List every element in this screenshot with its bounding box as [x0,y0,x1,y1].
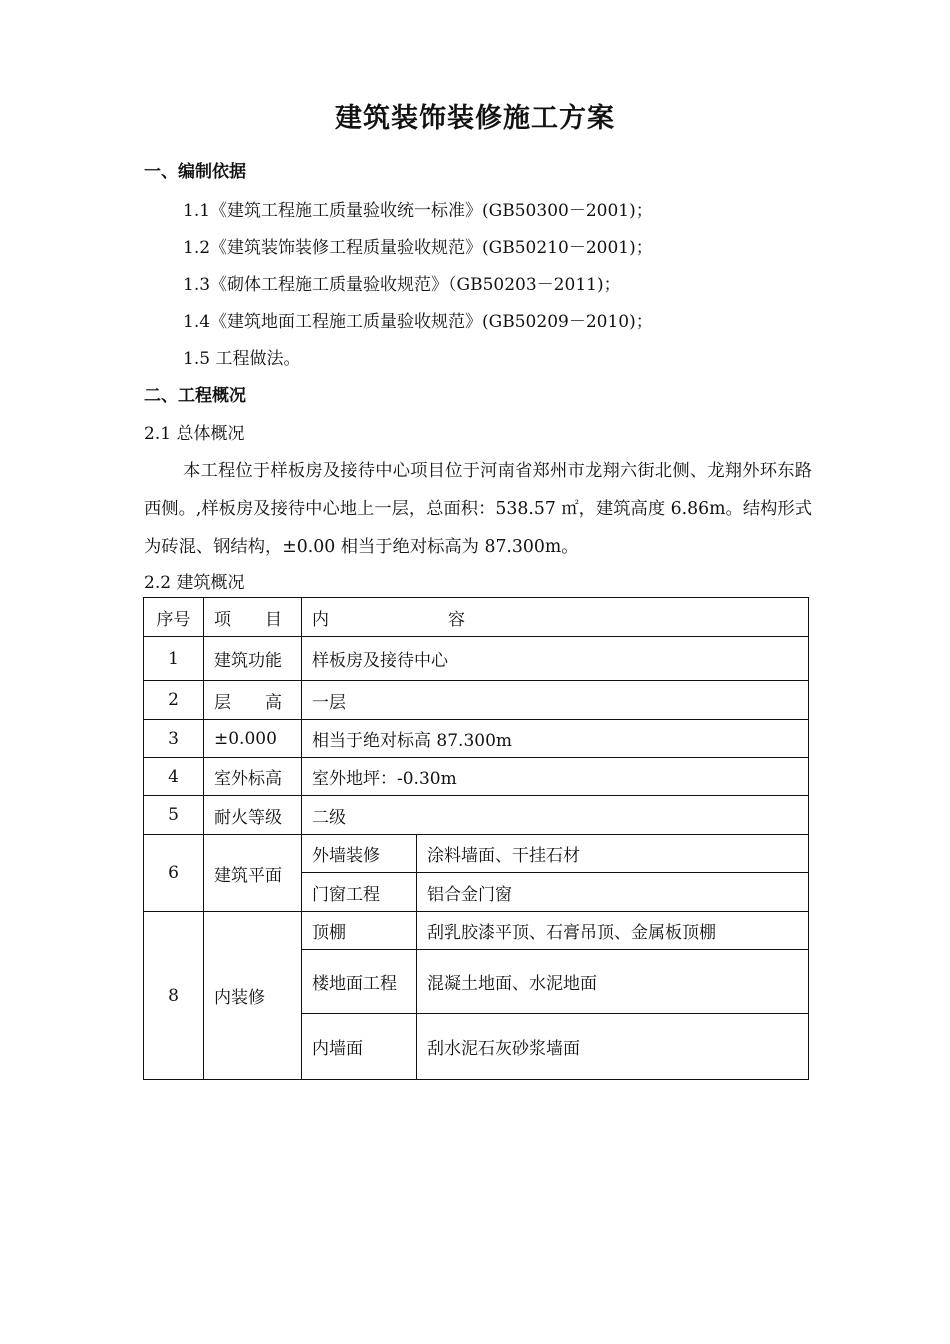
subheading-building: 2.2 建筑概况 [144,573,245,593]
row-no: 6 [144,835,204,912]
sub-item-value: 铝合金门窗 [417,873,809,912]
table-header-row [144,598,809,637]
overview-paragraph: 本工程位于样板房及接待中心项目位于河南省郑州市龙翔六街北侧、龙翔外环东路西侧。,样板房及接待中心地上一层，总面积：538.57 ㎡，建筑高度 6.86m。结构形式为砖混、钢结构，±0.00 相当于绝对标高为 87.300m。 [144,461,812,557]
basis-item-1: 1.1《建筑工程施工质量验收统一标准》(GB50300－2001)； [183,201,653,221]
row-no: 4 [144,758,204,796]
subheading-general: 2.1 总体概况 [144,424,245,444]
section-heading-overview: 二、工程概况 [144,386,246,406]
sub-item-value: 涂料墙面、干挂石材 [417,835,809,873]
row-content: 室外地坪：-0.30m [302,758,809,796]
basis-item-2: 1.2《建筑装饰装修工程质量验收规范》(GB50210－2001)； [183,238,653,258]
sub-item-value: 刮乳胶漆平顶、石膏吊顶、金属板顶棚 [417,912,809,950]
row-no: 1 [144,637,204,681]
sub-item-value: 混凝土地面、水泥地面 [417,950,809,1014]
row-item: ±0.000 [204,720,302,758]
header-item: 项 目 [204,598,302,637]
table-row [144,720,809,758]
header-content: 内 容 [302,598,809,637]
table-row [144,681,809,720]
basis-item-5: 1.5 工程做法。 [183,349,301,369]
row-no: 3 [144,720,204,758]
table-row [144,796,809,835]
row-item: 耐火等级 [204,796,302,835]
row-item: 内装修 [204,912,302,1080]
row-item: 建筑平面 [204,835,302,912]
table-row [144,758,809,796]
sub-item-name: 顶棚 [302,912,417,950]
row-no: 8 [144,912,204,1080]
row-content: 样板房及接待中心 [302,637,809,681]
basis-item-3: 1.3《砌体工程施工质量验收规范》（GB50203－2011)； [183,275,621,295]
sub-item-name: 外墙装修 [302,835,417,873]
row-no: 2 [144,681,204,720]
table-row [144,637,809,681]
sub-item-name: 内墙面 [302,1014,417,1080]
sub-item-name: 楼地面工程 [302,950,417,1014]
table-row [144,835,809,873]
row-content: 一层 [302,681,809,720]
row-content: 二级 [302,796,809,835]
row-item: 室外标高 [204,758,302,796]
header-no: 序号 [144,598,204,637]
sub-item-name: 门窗工程 [302,873,417,912]
building-overview-table [143,597,809,1080]
row-content: 相当于绝对标高 87.300m [302,720,809,758]
sub-item-value: 刮水泥石灰砂浆墙面 [417,1014,809,1080]
table-row [144,912,809,950]
section-heading-basis: 一、编制依据 [144,162,246,182]
row-no: 5 [144,796,204,835]
row-item: 层 高 [204,681,302,720]
document-title: 建筑装饰装修施工方案 [335,103,615,134]
row-item: 建筑功能 [204,637,302,681]
basis-item-4: 1.4《建筑地面工程施工质量验收规范》(GB50209－2010)； [183,312,653,332]
